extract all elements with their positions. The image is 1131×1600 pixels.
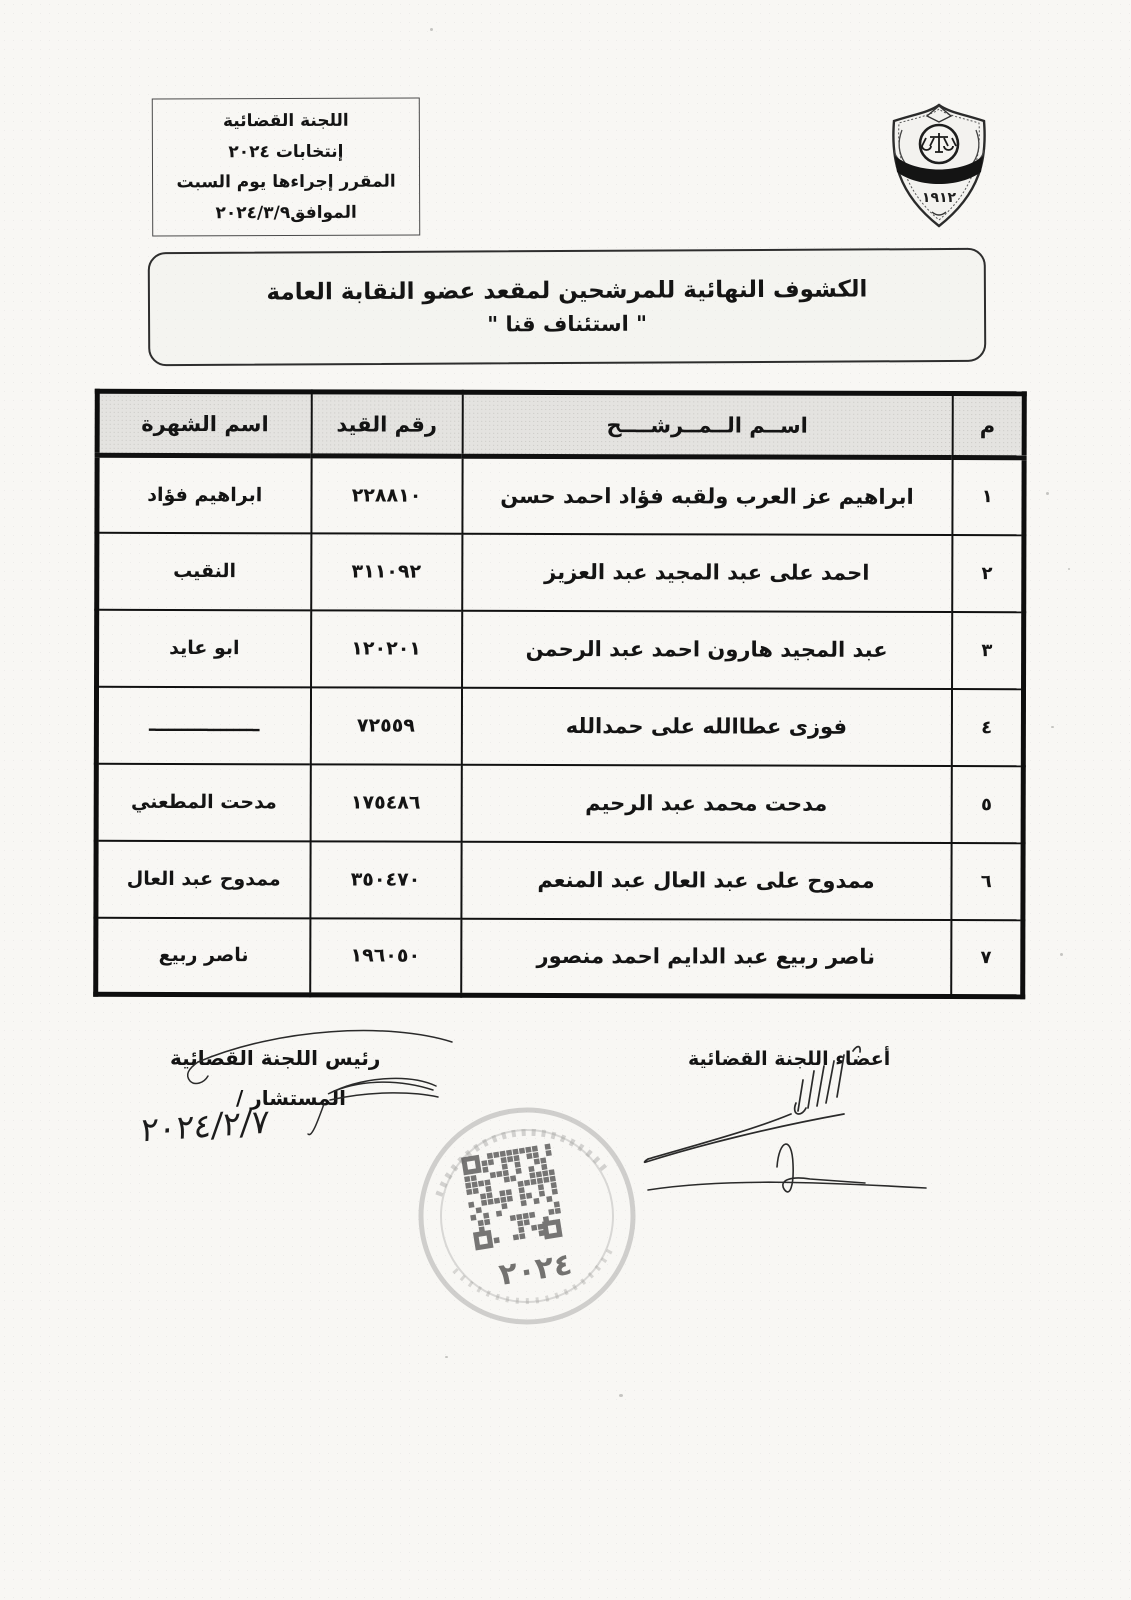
- cell-index: ٧: [951, 920, 1023, 997]
- document-title-box: [148, 248, 987, 366]
- election-day-line: المقرر إجراءها يوم السبت: [176, 171, 396, 193]
- page-title: الكشوف النهائية للمرشحين لمقعد عضو النقابة العامة: [266, 276, 868, 306]
- scan-noise: [445, 1356, 448, 1358]
- cell-candidate-name: ممدوح على عبد العال عبد المنعم: [461, 841, 951, 919]
- cell-known-as: مدحت المطعني: [96, 763, 310, 841]
- cell-registration-number: ٣٥٠٤٧٠: [310, 841, 461, 918]
- cell-registration-number: ١٧٥٤٨٦: [310, 764, 461, 841]
- table-row: [96, 840, 1023, 919]
- cell-registration-number: ٣١١٠٩٢: [311, 533, 462, 610]
- emblem-shield-icon: [882, 100, 996, 232]
- cell-candidate-name: عبد المجيد هارون احمد عبد الرحمن: [462, 610, 952, 688]
- table-row: [96, 917, 1023, 996]
- official-stamp: [397, 1086, 658, 1347]
- header-index: م: [952, 394, 1024, 458]
- cell-candidate-name: ابراهيم عز العرب ولقبه فؤاد احمد حسن: [462, 456, 952, 534]
- scan-noise: [1051, 726, 1054, 728]
- cell-candidate-name: ناصر ربيع عبد الدايم احمد منصور: [461, 918, 951, 996]
- cell-known-as: ـــــــــــــــــ: [96, 686, 310, 764]
- bar-association-emblem: [882, 100, 996, 232]
- handwritten-date: ٢٠٢٤/٢/٧: [139, 1101, 271, 1150]
- cell-index: ٥: [951, 766, 1023, 843]
- cell-registration-number: ٢٢٨٨١٠: [311, 456, 462, 533]
- table-header-row: [97, 391, 1024, 457]
- cell-known-as: ممدوح عبد العال: [96, 840, 310, 918]
- table-row: [97, 455, 1024, 534]
- cell-known-as: النقيب: [97, 532, 311, 610]
- header-registration-number: رقم القيد: [311, 392, 462, 456]
- cell-index: ٢: [952, 535, 1024, 612]
- election-year-line: إنتخابات ٢٠٢٤: [228, 141, 344, 162]
- cell-known-as: ابراهيم فؤاد: [97, 455, 311, 533]
- table-row: [96, 686, 1023, 765]
- table-row: [97, 532, 1024, 611]
- cell-candidate-name: فوزى عطاالله على حمدالله: [461, 687, 951, 765]
- stamp-year: ٢٠٢٤: [496, 1246, 575, 1293]
- cell-known-as: ابو عايد: [97, 609, 311, 687]
- cell-registration-number: ٧٢٥٥٩: [310, 687, 461, 764]
- emblem-founding-year: ١٩١٢: [921, 190, 957, 206]
- table-row: [96, 763, 1023, 842]
- cell-index: ١: [952, 458, 1024, 535]
- cell-registration-number: ١٩٦٠٥٠: [310, 918, 461, 995]
- committee-members-label: أعضاء اللجنة القضائية: [688, 1048, 891, 1070]
- cell-index: ٤: [951, 689, 1023, 766]
- cell-registration-number: ١٢٠٢٠١: [311, 610, 462, 687]
- table-row: [97, 609, 1024, 688]
- committee-info-box: [152, 98, 420, 237]
- cell-known-as: ناصر ربيع: [96, 917, 310, 995]
- scan-noise: [1046, 492, 1049, 495]
- election-date-line: الموافق٢٠٢٤/٣/٩: [215, 202, 357, 223]
- header-candidate-name: اســم الــمــرشــــح: [462, 392, 952, 457]
- cell-index: ٦: [951, 843, 1023, 920]
- cell-candidate-name: مدحت محمد عبد الرحيم: [461, 764, 951, 842]
- scan-noise: [430, 28, 433, 31]
- cell-candidate-name: احمد على عبد المجيد عبد العزيز: [462, 533, 952, 611]
- stamp-seal-icon: [397, 1086, 658, 1347]
- committee-name: اللجنة القضائية: [222, 110, 349, 132]
- committee-head-label: رئيس اللجنة القضائية: [170, 1046, 381, 1070]
- scan-noise: [1068, 568, 1070, 570]
- scan-noise: [619, 1394, 623, 1397]
- page-subtitle: " استئناف قنا ": [487, 311, 648, 337]
- header-known-as: اسم الشهرة: [97, 391, 311, 456]
- candidates-table: [93, 389, 1027, 999]
- stamp-qr-code: [461, 1144, 565, 1251]
- cell-index: ٣: [952, 612, 1024, 689]
- counselor-label: المستشار /: [236, 1086, 346, 1110]
- scan-noise: [1060, 953, 1063, 956]
